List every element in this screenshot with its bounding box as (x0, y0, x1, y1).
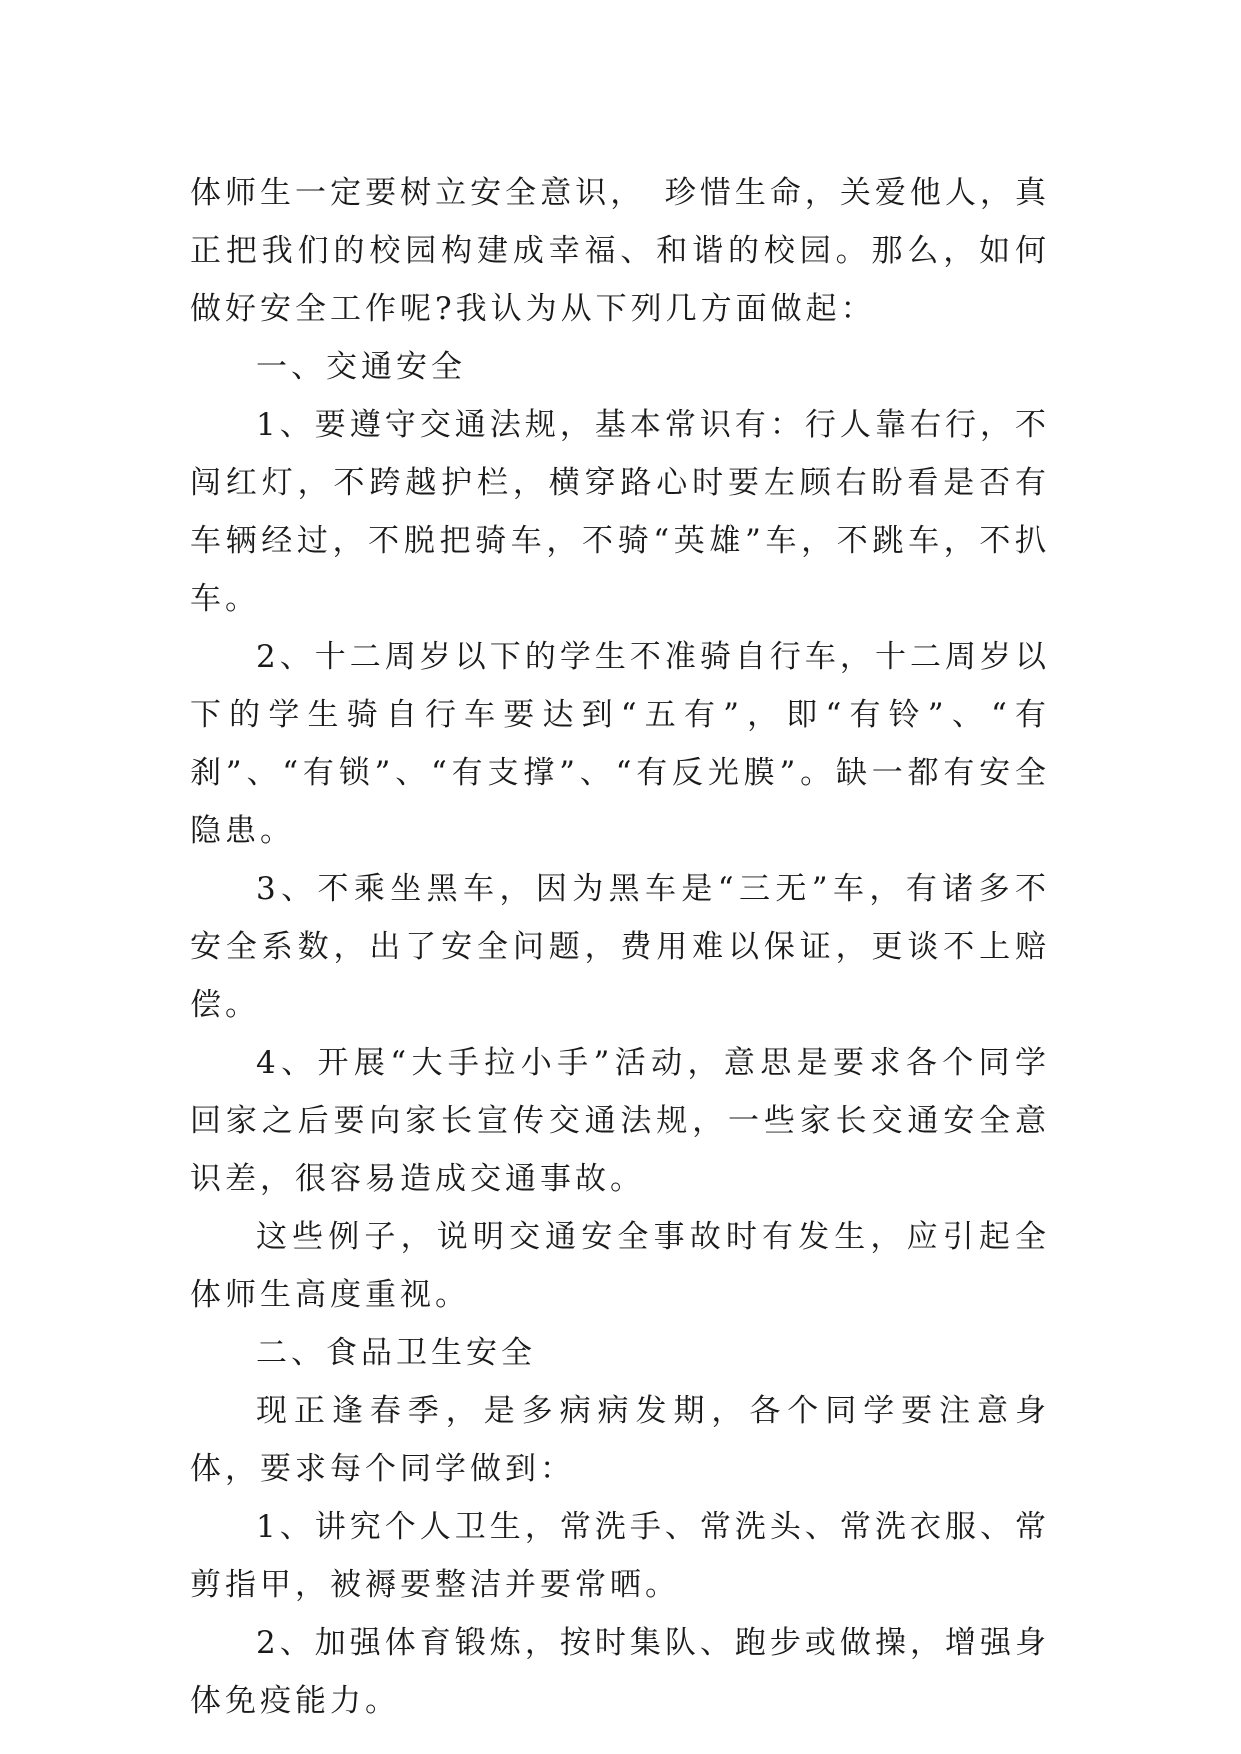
paragraph-traffic-rule-3: 3、不乘坐黑车，因为黑车是“三无”车，有诸多不安全系数，出了安全问题，费用难以保证，更谈不上赔偿。 (190, 871, 1050, 1023)
document-body (190, 164, 1050, 1730)
paragraph-food-intro: 现正逢春季，是多病病发期，各个同学要注意身体，要求每个同学做到： (190, 1393, 1050, 1487)
paragraph-intro: 体师生一定要树立安全意识， 珍惜生命，关爱他人，真正把我们的校园构建成幸福、和谐的校园。那么，如何做好安全工作呢?我认为从下列几方面做起： (190, 175, 1050, 327)
paragraph-traffic-rule-2: 2、十二周岁以下的学生不准骑自行车，十二周岁以下的学生骑自行车要达到“五有”，即“有铃”、“有刹”、“有锁”、“有支撑”、“有反光膜”。缺一都有安全隐患。 (190, 639, 1050, 849)
section-heading-traffic-safety: 一、交通安全 (256, 349, 466, 385)
paragraph-traffic-rule-4: 4、开展“大手拉小手”活动，意思是要求各个同学回家之后要向家长宣传交通法规，一些家长交通安全意识差，很容易造成交通事故。 (190, 1045, 1050, 1197)
paragraph-traffic-rule-1: 1、要遵守交通法规，基本常识有：行人靠右行，不闯红灯，不跨越护栏，横穿路心时要左顾右盼看是否有车辆经过，不脱把骑车，不骑“英雄”车，不跳车，不扒车。 (190, 407, 1050, 617)
paragraph-food-rule-1: 1、讲究个人卫生，常洗手、常洗头、常洗衣服、常剪指甲，被褥要整洁并要常晒。 (190, 1509, 1050, 1603)
paragraph-traffic-summary: 这些例子，说明交通安全事故时有发生，应引起全体师生高度重视。 (190, 1219, 1050, 1313)
section-heading-food-safety: 二、食品卫生安全 (256, 1335, 536, 1371)
paragraph-food-rule-2: 2、加强体育锻炼，按时集队、跑步或做操，增强身体免疫能力。 (190, 1625, 1050, 1719)
